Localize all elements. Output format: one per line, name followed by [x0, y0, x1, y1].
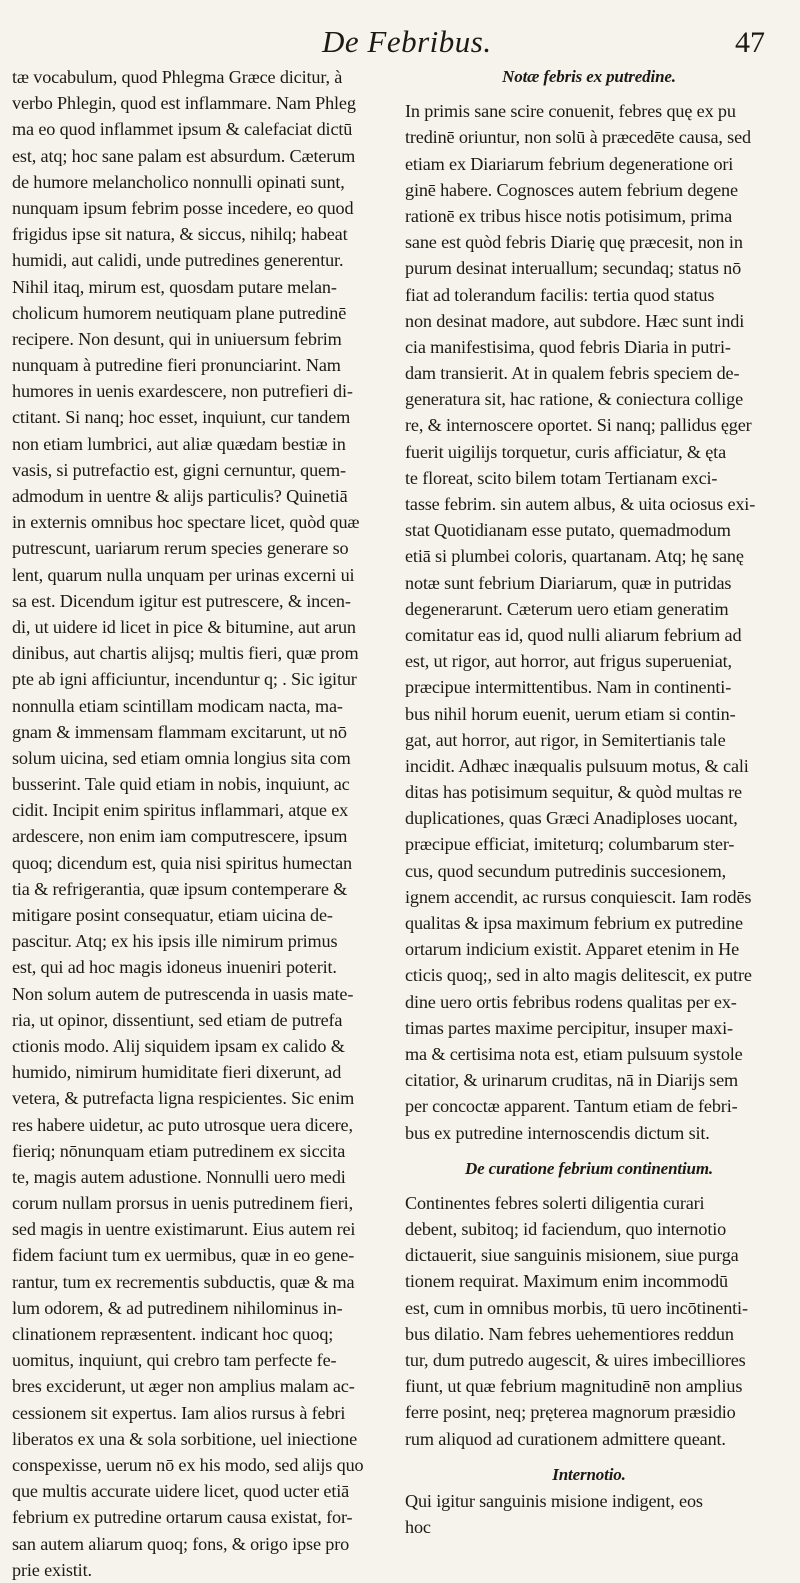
text-line: humidi, aut calidi, unde putredines generentur. — [12, 250, 344, 271]
text-line: di, ut uidere id licet in pice & bitumine, aut arun — [12, 616, 356, 637]
text-line: res habere uidetur, ac puto utrosque uera dicere, — [12, 1114, 353, 1135]
text-line: est, cum in omnibus morbis, tū uero incōtinenti- — [405, 1297, 748, 1318]
text-line: cticis quoq;, sed in alto magis delitescit, ex putre — [405, 965, 752, 986]
text-line: clinationem repræsentent. indicant hoc quoq; — [12, 1324, 334, 1344]
text-line: bus dilatio. Nam febres uehementiores reddun — [405, 1323, 734, 1344]
text-line: ditas has potisimum sequitur, & quòd multas re — [405, 782, 742, 803]
text-line: tredinē oriuntur, non solū à præcedēte causa, sed — [405, 127, 751, 148]
text-line: debent, subitoq; id faciendum, quo internotio — [405, 1219, 727, 1240]
text-line: nunquam à putredine fieri pronunciarint. Nam — [12, 355, 341, 376]
text-line: cus, quod secundum putredinis succesionem, — [405, 860, 727, 881]
text-line: sane est quòd febris Diarię quę præcesit, non in — [405, 232, 743, 253]
text-line: In primis sane scire conuenit, febres quę ex pu — [405, 101, 736, 122]
page-number: 47 — [735, 26, 765, 59]
running-title: De Febribus. — [322, 24, 492, 59]
text-line: gnam & immensam flammam excitarunt, ut nō — [12, 721, 347, 742]
text-line: nonnulla etiam scintillam modicam nacta, ma- — [12, 695, 343, 716]
text-line: sa est. Dicendum igitur est putrescere, & incen- — [12, 590, 351, 611]
text-line: humido, nimirum humiditate fieri dixerunt, ad — [12, 1062, 342, 1083]
text-line: timas partes maxime percipitur, insuper maxi- — [405, 1017, 733, 1038]
left-column — [12, 64, 390, 1583]
text-line: fiat ad tolerandum facilis: tertia quod status — [405, 284, 715, 305]
text-line: rationē ex tribus hisce notis potisimum, prima — [405, 205, 732, 226]
text-line: est, atq; hoc sane palam est absurdum. Cæterum — [12, 145, 356, 166]
section-heading-internotio: Internotio. — [552, 1464, 626, 1484]
text-line: vasis, si putrefactio est, gigni cernuntur, quem- — [12, 459, 346, 480]
text-line: ctionis modo. Alij siquidem ipsam ex calido & — [12, 1035, 345, 1056]
section-heading-notae: Notæ febris ex putredine. — [502, 67, 676, 86]
text-line: san autem aliarum quoq; fons, & origo ipse pro — [12, 1533, 350, 1554]
text-line: ortarum indicium existit. Apparet etenim in He — [405, 939, 740, 960]
text-line: corum nullam prorsus in uenis putredinem fieri, — [12, 1193, 353, 1214]
text-line: ignem accendit, ac rursus conquiescit. Iam rodēs — [405, 886, 752, 907]
text-line: Qui igitur sanguinis misione indigent, eos — [405, 1490, 703, 1511]
text-line: comitatur eas id, quod nulli aliarum febrium ad — [405, 624, 742, 645]
text-line: tæ vocabulum, quod Phlegma Græce dicitur, à — [12, 67, 343, 87]
text-line: purum desinat interuallum; secundaq; status nō — [405, 258, 742, 279]
text-line: que multis accurate uidere licet, quod ucter etiā — [12, 1481, 350, 1502]
text-line: tur, dum putredo augescit, & uires imbecilliores — [405, 1350, 746, 1370]
text-line: bres exciderunt, ut æger non amplius malam ac- — [12, 1376, 355, 1397]
text-line: generatura sit, hac ratione, & coniectura collige — [405, 389, 744, 410]
text-line: nunquam ipsum febrim posse incedere, eo quod — [12, 197, 354, 218]
text-line: ardescere, non enim iam computrescere, ipsum — [12, 826, 348, 847]
text-line: stat Quotidianam esse putato, quemadmodum — [405, 520, 731, 541]
text-line: cidit. Incipit enim spiritus inflammari, atque ex — [12, 800, 349, 821]
text-line: humores in uenis exardescere, non putrefieri di- — [12, 381, 353, 402]
text-line: cessionem sit expertus. Iam alios rursus à febri — [12, 1402, 346, 1423]
text-line: bus ex putredine internoscendis dictum sit. — [405, 1122, 710, 1143]
text-line: vetera, & putrefacta ligna respicientes. Sic enim — [12, 1088, 355, 1109]
text-line: Nihil itaq, mirum est, quosdam putare melan- — [12, 276, 337, 297]
text-line: cia manifestisima, quod febris Diaria in putri- — [405, 336, 731, 357]
text-line: ferre posint, neq; pręterea magnorum præsidio — [405, 1402, 736, 1423]
text-line: solum uicina, sed etiam omnia longius sita com — [12, 747, 351, 768]
text-line: hoc — [405, 1517, 431, 1538]
text-line: est, qui ad hoc magis idoneus inueniri poterit. — [12, 957, 337, 978]
text-line: per concoctæ apparent. Tantum etiam de febri- — [405, 1096, 738, 1117]
text-line: putrescunt, uariarum rerum species generare so — [12, 538, 349, 559]
text-line: bus nihil horum euenit, uerum etiam si contin- — [405, 703, 736, 724]
text-line: frigidus ipse sit natura, & siccus, nihilq; habeat — [12, 224, 348, 245]
text-line: cholicum humorem neutiquam plane putredinē — [12, 302, 347, 323]
text-line: in externis omnibus hoc spectare licet, quòd quæ — [12, 512, 360, 533]
text-line: ginē habere. Cognosces autem febrium degene — [405, 179, 738, 200]
text-line: qualitas & ipsa maximum febrium ex putredine — [405, 913, 743, 933]
text-line: gat, aut horror, aut rigor, in Semitertianis tale — [405, 729, 726, 750]
paragraph-internotio — [405, 1488, 773, 1540]
text-line: pte ab igni afficiuntur, incenduntur q; . Sic igitur — [12, 669, 357, 690]
text-line: dictauerit, siue sanguinis misionem, siue purga — [405, 1245, 739, 1266]
text-line: etiam ex Diariarum febrium degeneratione ori — [405, 153, 734, 174]
text-line: dam transierit. At in qualem febris speciem de- — [405, 363, 740, 384]
text-line: prie existit. — [12, 1559, 92, 1580]
text-line: quoq; dicendum est, quia nisi spiritus humectan — [12, 852, 352, 873]
text-line: dinibus, aut chartis alijsq; multis fieri, quæ prom — [12, 643, 359, 664]
right-column — [405, 64, 773, 1540]
text-line: etiā si plumbei coloris, quartanam. Atq; hę sanę — [405, 546, 744, 567]
text-line: fieriq; nōnunquam etiam putredinem ex siccita — [12, 1140, 346, 1161]
text-line: ria, ut opinor, dissentiunt, sed etiam de putrefa — [12, 1009, 343, 1030]
text-line: re, & internoscere oportet. Si nanq; pallidus ęger — [405, 415, 752, 436]
paragraph-notae — [405, 98, 773, 1146]
text-line: conspexisse, uerum nō ex his modo, sed alijs quo — [12, 1454, 364, 1475]
text-line: sed magis in uentre existimarunt. Eius autem rei — [12, 1219, 356, 1240]
text-line: lum odorem, & ad putredinem nihilominus in- — [12, 1297, 343, 1318]
text-line: præcipue intermittentibus. Nam in continenti- — [405, 677, 732, 698]
text-line: fidem faciunt tum ex uermibus, quæ in eo gene- — [12, 1245, 355, 1266]
text-line: non desinat madore, aut subdore. Hæc sunt indi — [405, 310, 745, 331]
text-line: rantur, tum ex recrementis subductis, quæ & ma — [12, 1271, 355, 1292]
text-line: tia & refrigerantia, quæ ipsum contemperare & — [12, 878, 348, 899]
section-heading-curatione: De curatione febrium continentium. — [464, 1158, 714, 1178]
text-line: fiunt, ut quæ febrium magnitudinē non amplius — [405, 1376, 743, 1397]
text-line: ctitant. Si nanq; hoc esset, inquiunt, cur tandem — [12, 407, 351, 428]
text-line: tasse febrim. sin autem albus, & uita ociosus exi- — [405, 494, 756, 514]
text-line: rum aliquod ad curationem admittere queant. — [405, 1428, 726, 1449]
text-line: tionem requirat. Maximum enim incommodū — [405, 1271, 728, 1292]
text-line: pascitur. Atq; ex his ipsis ille nimirum primus — [12, 931, 338, 952]
text-line: ma & certisima nota est, etiam pulsuum systole — [405, 1043, 743, 1064]
text-line: recipere. Non desunt, qui in uniuersum febrim — [12, 328, 342, 349]
text-line: citatior, & urinarum cruditas, nā in Diarijs sem — [405, 1070, 738, 1091]
paragraph-curatione — [405, 1190, 773, 1452]
text-line: degenerarunt. Cæterum uero etiam generatim — [405, 598, 729, 619]
text-line: Continentes febres solerti diligentia curari — [405, 1192, 705, 1213]
text-line: liberatos ex una & sola sorbitione, uel iniectione — [12, 1428, 358, 1449]
text-line: mitigare posint consequatur, etiam uicina de- — [12, 905, 333, 925]
text-line: Non solum autem de putrescenda in uasis mate- — [12, 983, 354, 1004]
text-line: dine uero ortis febribus rodens qualitas per ex- — [405, 991, 737, 1012]
text-line: febrium ex putredine ortarum causa existat, for- — [12, 1507, 353, 1528]
text-line: busserint. Tale quid etiam in nobis, inquiunt, ac — [12, 774, 350, 795]
text-line: uomitus, inquiunt, qui crebro tam perfecte fe- — [12, 1350, 337, 1371]
text-line: est, ut rigor, aut horror, aut frigus superueniat, — [405, 651, 732, 672]
text-line: verbo Phlegin, quod est inflammare. Nam Phleg — [12, 93, 356, 114]
text-line: admodum in uentre & alijs particulis? Quinetiā — [12, 486, 348, 506]
text-line: notæ sunt febrium Diariarum, quæ in putridas — [405, 572, 732, 593]
text-line: non etiam lumbrici, aut aliæ quædam bestiæ in — [12, 433, 346, 454]
text-line: incidit. Adhæc inæqualis pulsuum motus, & cali — [405, 755, 749, 776]
text-line: duplicationes, quas Græci Anadiploses uocant, — [405, 808, 738, 829]
running-head — [0, 10, 800, 62]
text-line: te floreat, scito bilem totam Tertianam exci- — [405, 467, 718, 488]
text-line: te, magis autem adustione. Nonnulli uero medi — [12, 1166, 346, 1187]
text-line: de humore melancholico nonnulli opinati sunt, — [12, 171, 345, 192]
text-line: ma eo quod inflammet ipsum & calefaciat dictū — [12, 119, 353, 140]
text-line: fuerit uigilijs torquetur, curis afficiatur, & ęta — [405, 441, 727, 462]
text-line: lent, quarum nulla unquam per urinas excerni ui — [12, 564, 355, 585]
text-line: præcipue efficiat, imiteturq; columbarum ster- — [405, 834, 735, 855]
